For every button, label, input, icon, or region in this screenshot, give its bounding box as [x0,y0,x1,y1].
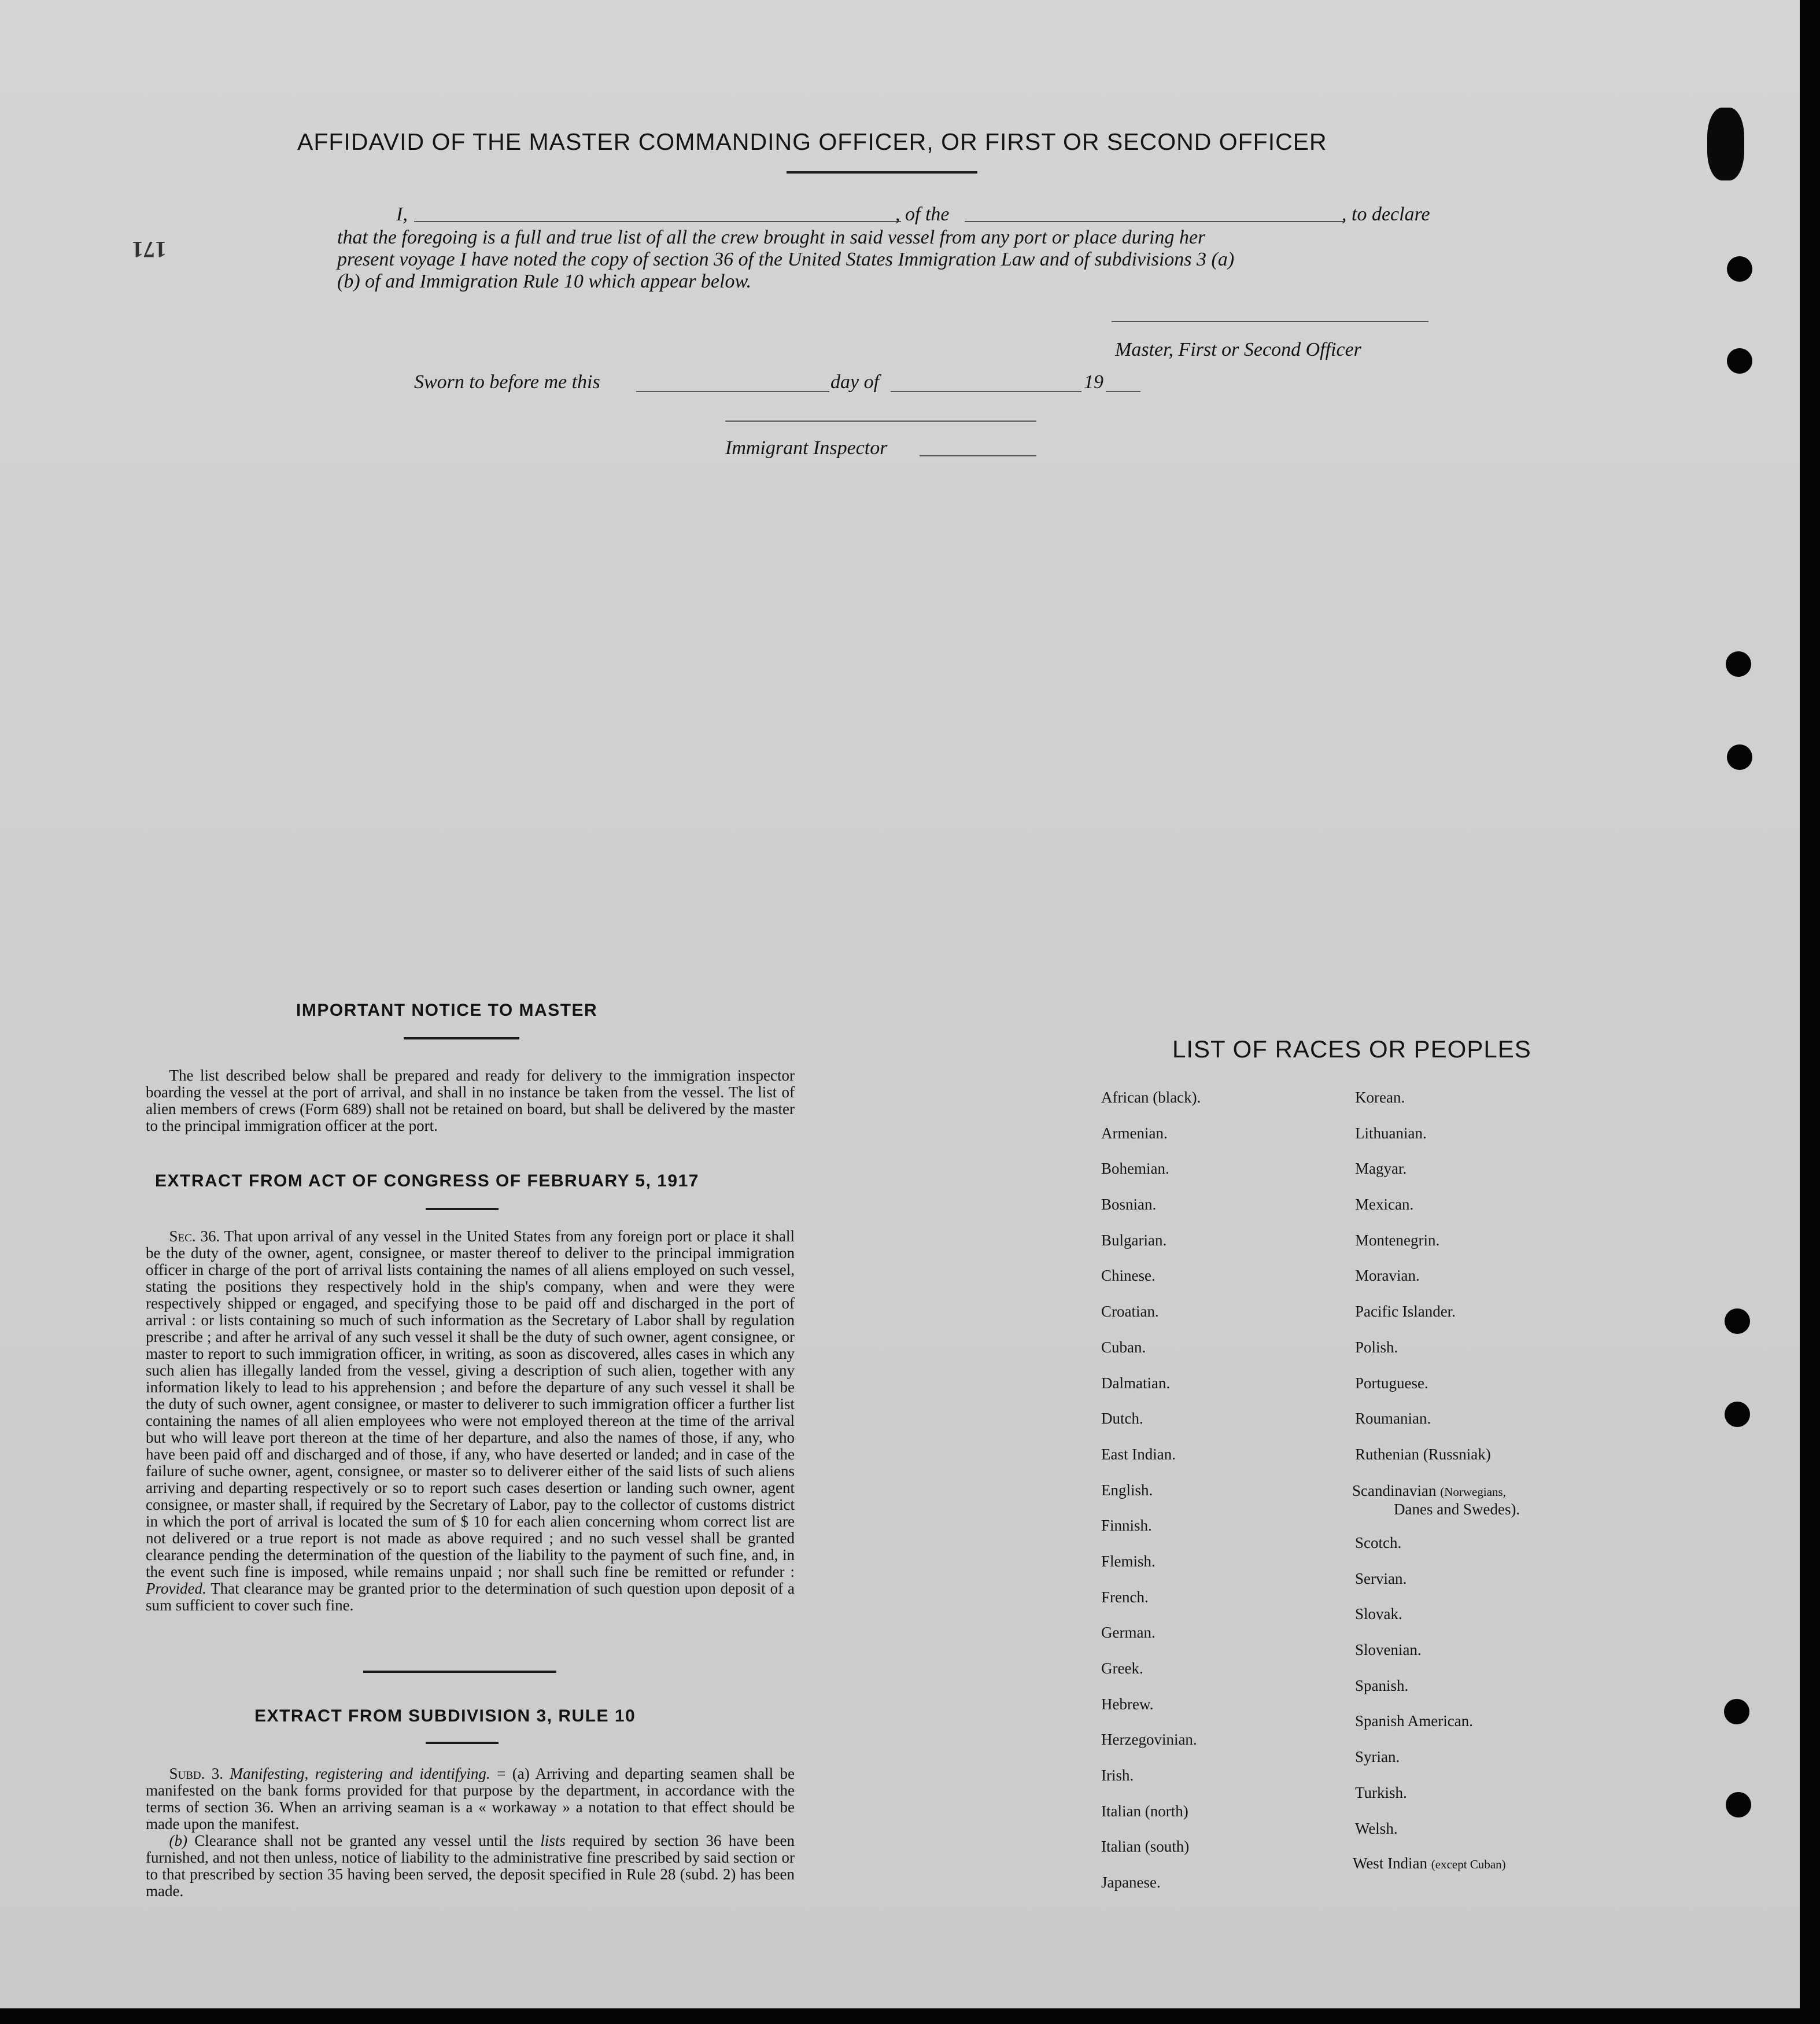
sworn-line [0,371,1800,397]
race-item: Roumanian. [1355,1410,1431,1428]
rule-underline [426,1742,499,1744]
of-the-label: , of the [895,204,950,225]
race-item: Korean. [1355,1089,1405,1106]
act-text [146,1228,795,1614]
race-item: Finnish. [1101,1517,1152,1535]
race-item-west-indian [1353,1855,1506,1873]
race-item: Italian (north) [1101,1802,1188,1820]
race-item: Dutch. [1101,1410,1143,1428]
race-item: Bosnian. [1101,1196,1157,1214]
race-item: Armenian. [1101,1124,1168,1142]
affidavit-title: AFFIDAVID OF THE MASTER COMMANDING OFFICER, OR FIRST OR SECOND OFFICER [297,128,1327,155]
race-item: Bulgarian. [1101,1231,1167,1249]
year-prefix: 19 [1084,371,1103,393]
scandinavian-note-1: (Norwegians, [1440,1485,1506,1499]
race-item: Lithuanian. [1355,1124,1427,1142]
para-b-post: required by section 36 have been furnished, and not then unless, notice of liability to the administrative fine prescribed by said section or to that prescribed by section 35 having been served, the deposit specified in Rule 28 (subd. 2) has been made. [146,1832,795,1900]
inspector-blank-2 [920,455,1036,456]
sec-label: Sec. 36. [169,1227,220,1245]
race-item: Turkish. [1355,1783,1407,1801]
race-item: Scotch. [1355,1534,1402,1551]
affidavit-body-3: (b) of and Immigration Rule 10 which appear below. [337,271,752,292]
punch-hole [1724,1699,1749,1724]
affidavit-body-2: present voyage I have noted the copy of section 36 of the United States Immigration Law and of subdivisions 3 (a) [337,249,1235,270]
race-item: Syrian. [1355,1748,1400,1766]
race-item: Italian (south) [1101,1838,1190,1856]
name-blank[interactable] [414,221,901,222]
i-label: I, [396,204,408,225]
race-item: Moravian. [1355,1267,1420,1285]
race-item: Slovak. [1355,1605,1402,1623]
race-item: Welsh. [1355,1819,1398,1837]
race-item: Magyar. [1355,1160,1407,1178]
para-a: = (a) Arriving and departing seamen shall be manifested on the bank forms provided for that purpose by the department, in accordance with the terms of section 36. When an arriving seaman is a « workaway » a notation to that effect should be made upon the manifest. [146,1765,795,1833]
act-end-rule [363,1671,556,1673]
punch-hole [1725,1308,1750,1334]
provided-text: That clearance may be granted prior to the determination of such question upon deposit of a sum sufficient to cover such fine. [146,1580,795,1614]
race-item: Polish. [1355,1338,1398,1356]
race-item: English. [1101,1481,1153,1499]
race-item: Ruthenian (Russniak) [1355,1445,1491,1463]
inspector-blank[interactable] [725,421,1036,422]
race-item: Spanish. [1355,1676,1409,1694]
race-item: Greek. [1101,1660,1143,1677]
scandinavian-note-2: Danes and Swedes). [1394,1501,1520,1518]
notice-heading: IMPORTANT NOTICE TO MASTER [296,1001,598,1020]
para-b-pre: Clearance shall not be granted any vessel until the [194,1832,534,1849]
race-item-scandinavian [1352,1482,1520,1518]
scandinavian-main: Scandinavian [1352,1482,1437,1499]
punch-hole [1726,651,1751,677]
notice-underline [404,1037,519,1039]
race-item: East Indian. [1101,1445,1176,1463]
race-item: Bohemian. [1101,1160,1169,1178]
rule-heading: EXTRACT FROM SUBDIVISION 3, RULE 10 [254,1706,636,1726]
race-item: Chinese. [1101,1267,1156,1285]
race-item: French. [1101,1588,1149,1606]
notice-text: The list described below shall be prepared and ready for delivery to the immigration inspector boarding the vessel at the port of arrival, and shall in no instance be taken from the vessel. The list of alien members of crews (Form 689) shall not be retained on board, but shall be delivered by the master to the principal immigration officer at the port. [146,1067,795,1134]
race-item: Herzegovinian. [1101,1731,1197,1749]
para-b-label: (b) [169,1832,187,1849]
to-declare-label: , to declare [1342,204,1430,225]
race-item: Servian. [1355,1569,1407,1587]
race-item: Slovenian. [1355,1641,1422,1659]
act-underline [426,1208,499,1210]
act-heading: EXTRACT FROM ACT OF CONGRESS OF FEBRUARY 5, 1917 [155,1171,699,1190]
subd-label: Subd. 3. [169,1765,224,1782]
sec-text: That upon arrival of any vessel in the United States from any foreign port or place it shall be the duty of the owner, agent, consignee, or master thereof to deliver to the principal immigration officer in charge of the port of arrival lists containing the names of all aliens employed on such vessel, stating the positions they respectively hold in the ship's company, when and were they were respectively shipped or engaged, and specifying those to be paid off and discharged in the port of arrival : or lists containing so much of such information as the Secretary of Labor shall by regulation prescribe ; and after he arrival of any such vessel it shall be the duty of such owner, agent consignee, or master to report to such immigration officer, in writing, as soon as discovered, alles cases in which any such alien has illegally landed from the vessel, giving a description of such alien, together with any information likely to lead to his apprehension ; and before the departure of any such vessel it shall be the duty of such owner, agent consignee, or master to deliverer to such immigration officer a further list containing the names of all alien employees who were not employed thereon at the time of the arrival but who will leave port thereon at the time of her departure, and also the names of those, if any, who have been paid off and discharged and of those, if any, who have deserted or landed; and in case of the failure of suche owner, agent, consignee, or master so to deliverer either of the said lists of such aliens arriving and departing respectively or so to report such cases desertion or landing such owner, agent consignee, or master shall, if required by the Secretary of Labor, pay to the collector of customs district in which the port of arrival is located the sum of $ 10 for each alien concerning whom correct list are not delivered or a true report is not made as above required ; and no such vessel shall be granted clearance pending the determination of the question of the liability to the payment of such fine, and, in the event such fine is imposed, while remains unpaid ; nor shall such fine be remitted or refunder : [146,1227,795,1580]
punch-hole [1727,348,1752,374]
race-item: Pacific Islander. [1355,1303,1456,1321]
race-item: German. [1101,1624,1156,1642]
rule-text [146,1765,795,1900]
race-item: Spanish American. [1355,1712,1473,1730]
torn-edge [1707,108,1744,180]
declarant-line [0,204,1800,229]
races-heading: LIST OF RACES OR PEOPLES [1172,1035,1531,1063]
vessel-blank[interactable] [965,221,1344,222]
sworn-year-blank[interactable] [1106,391,1140,392]
race-item: Portuguese. [1355,1374,1428,1392]
race-item: Hebrew. [1101,1695,1154,1713]
punch-hole [1726,1792,1751,1817]
west-indian-note: (except Cuban) [1431,1857,1506,1871]
race-item: Dalmatian. [1101,1374,1171,1392]
title-underline [787,171,977,174]
races-column-2-continued [1355,1534,1473,1855]
race-item: Montenegrin. [1355,1231,1440,1249]
race-item: Japanese. [1101,1874,1161,1892]
day-of-label: day of [830,371,880,393]
signature-caption: Master, First or Second Officer [1115,339,1361,360]
margin-mark: 171 [132,237,167,263]
para-b-lists: lists [540,1832,566,1849]
signature-blank[interactable] [1112,321,1428,322]
races-column-2 [1355,1089,1491,1481]
sworn-day-blank[interactable] [636,391,829,392]
race-item: Flemish. [1101,1552,1156,1570]
punch-hole [1727,256,1752,282]
punch-hole [1725,1402,1750,1427]
races-column-1 [1101,1089,1201,1909]
race-item: Croatian. [1101,1303,1159,1321]
sworn-month-blank[interactable] [891,391,1081,392]
provided-label: Provided. [146,1580,206,1597]
west-indian-main: West Indian [1353,1855,1428,1872]
subd-title: Manifesting, registering and identifying. [230,1765,490,1782]
inspector-caption: Immigrant Inspector [725,437,888,459]
punch-hole [1727,744,1752,770]
race-item: Mexican. [1355,1196,1414,1214]
sworn-label: Sworn to before me this [414,371,600,393]
race-item: Cuban. [1101,1338,1146,1356]
race-item: African (black). [1101,1089,1201,1106]
race-item: Irish. [1101,1767,1134,1785]
affidavit-body-1: that the foregoing is a full and true list of all the crew brought in said vessel from any port or place during her [337,227,1206,248]
